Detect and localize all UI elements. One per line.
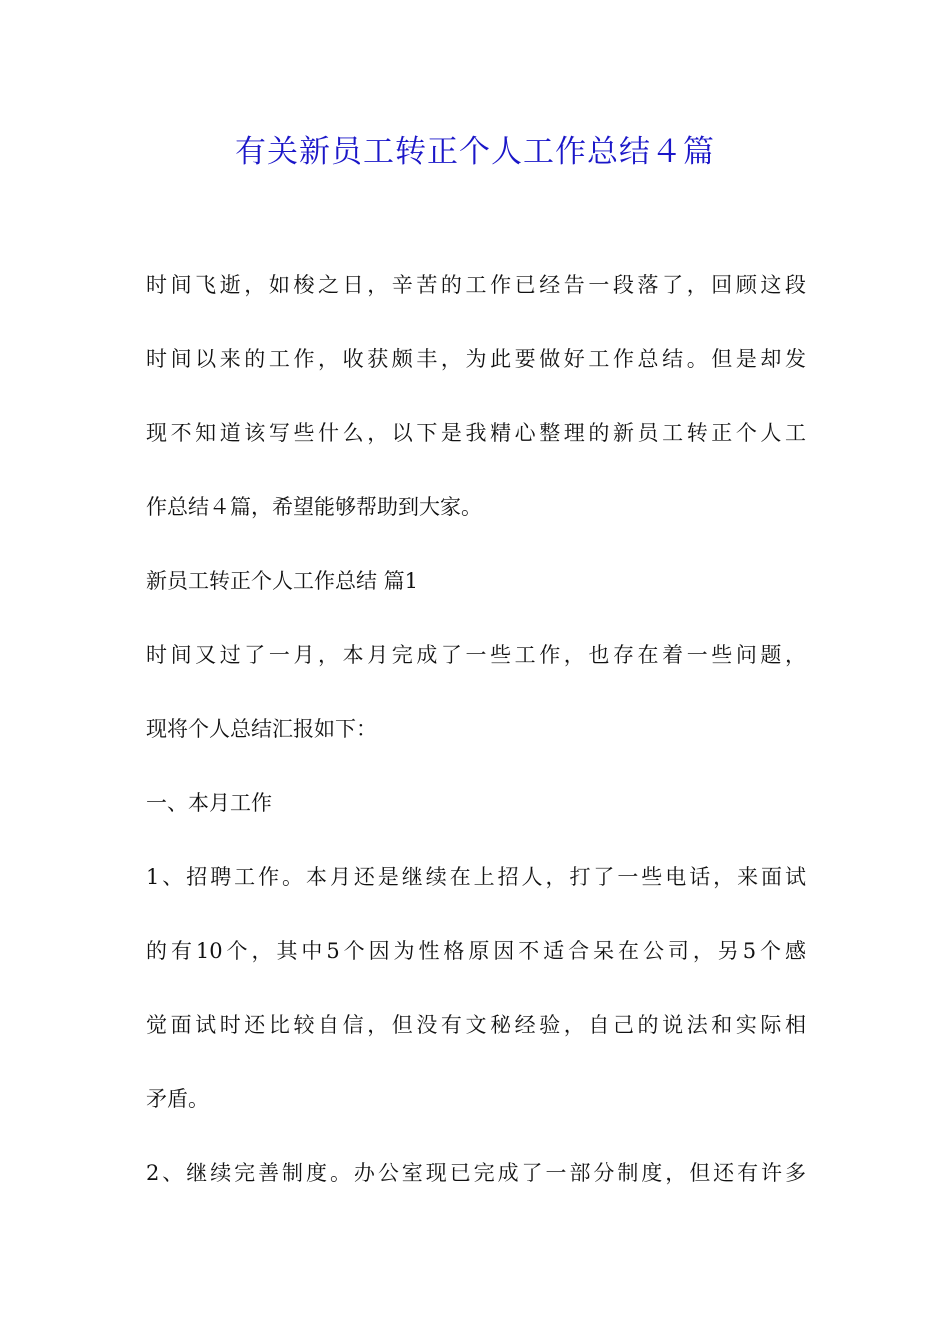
document-title: 有关新员工转正个人工作总结４篇 — [235, 134, 715, 170]
paragraph-line: 2、继续完善制度。办公室现已完成了一部分制度，但还有许多 — [146, 1161, 806, 1185]
paragraph-line: 作总结４篇，希望能够帮助到大家。 — [146, 495, 482, 519]
paragraph-line: 觉面试时还比较自信，但没有文秘经验，自己的说法和实际相 — [146, 1013, 806, 1037]
section-heading: 新员工转正个人工作总结 篇1 — [146, 569, 419, 593]
paragraph-line: 现不知道该写些什么，以下是我精心整理的新员工转正个人工 — [146, 421, 806, 445]
paragraph-line: 的有10个，其中5个因为性格原因不适合呆在公司，另5个感 — [146, 939, 806, 963]
paragraph-line: 矛盾。 — [146, 1087, 209, 1111]
paragraph-line: 时间以来的工作，收获颇丰，为此要做好工作总结。但是却发 — [146, 347, 806, 371]
subsection-heading: 一、本月工作 — [146, 791, 272, 815]
paragraph-line: 1、招聘工作。本月还是继续在上招人，打了一些电话，来面试 — [146, 865, 806, 889]
paragraph-line: 时间又过了一月，本月完成了一些工作，也存在着一些问题， — [146, 643, 806, 667]
document-body — [146, 260, 806, 1222]
paragraph-line: 现将个人总结汇报如下： — [146, 717, 377, 741]
paragraph-line: 时间飞逝，如梭之日，辛苦的工作已经告一段落了，回顾这段 — [146, 273, 806, 297]
